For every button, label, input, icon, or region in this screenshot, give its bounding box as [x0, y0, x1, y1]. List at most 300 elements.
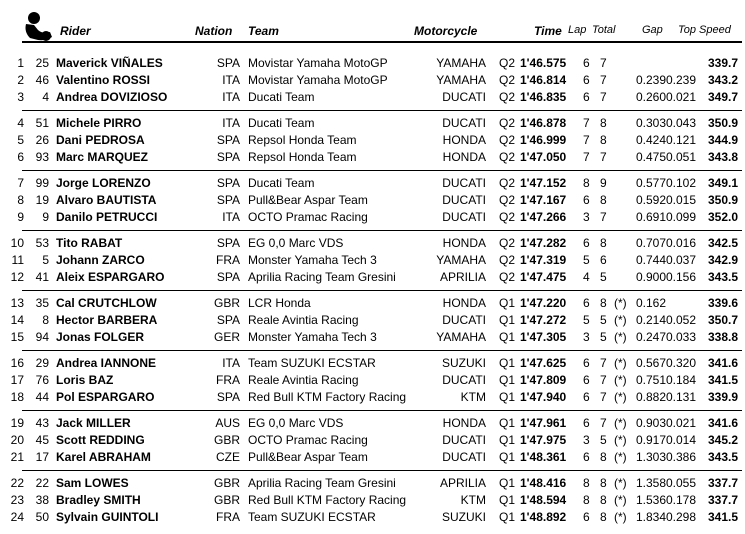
gap-first: 1.358 — [635, 476, 666, 490]
team: Pull&Bear Aspar Team — [248, 193, 368, 207]
gap-previous: 0.099 — [666, 210, 697, 224]
nation: AUS — [215, 416, 240, 430]
rider-number: 99 — [35, 176, 49, 190]
position: 4 — [17, 116, 24, 130]
rider-name: Marc MARQUEZ — [56, 150, 149, 164]
total-laps: 7 — [600, 416, 607, 430]
nation: SPA — [216, 176, 240, 190]
team: Ducati Team — [248, 176, 315, 190]
session: Q1 — [499, 433, 516, 447]
lap-time: 1'48.892 — [520, 510, 567, 524]
top-speed: 345.2 — [707, 433, 738, 447]
total-laps: 5 — [600, 313, 607, 327]
team: Red Bull KTM Factory Racing — [248, 390, 407, 404]
lap-time: 1'47.167 — [520, 193, 567, 207]
rider-name: Jack MILLER — [56, 416, 131, 430]
motorcycle: DUCATI — [442, 176, 486, 190]
lap: 6 — [583, 390, 590, 404]
session: Q1 — [499, 450, 516, 464]
top-speed: 350.9 — [707, 116, 738, 130]
top-speed: 341.6 — [707, 356, 738, 370]
gap-previous: 0.239 — [666, 73, 697, 87]
rider-name: Alvaro BAUTISTA — [56, 193, 157, 207]
lap: 7 — [583, 150, 590, 164]
motorcycle: KTM — [460, 390, 486, 404]
rider-number: 50 — [35, 510, 49, 524]
lap: 7 — [583, 116, 590, 130]
nation: ITA — [222, 356, 240, 370]
total-laps: 8 — [600, 493, 607, 507]
rider-number: 51 — [35, 116, 49, 130]
header-team: Team — [248, 24, 279, 38]
gap-previous: 0.043 — [666, 116, 697, 130]
motorcycle: DUCATI — [442, 450, 486, 464]
lap: 8 — [583, 176, 590, 190]
rider-number: 44 — [35, 390, 49, 404]
nation: SPA — [216, 236, 240, 250]
nation: GER — [213, 330, 240, 344]
rider-name: Jonas FOLGER — [56, 330, 145, 344]
rider-number: 41 — [35, 270, 49, 284]
motorcycle: HONDA — [442, 416, 486, 430]
table-row — [0, 432, 745, 449]
lap-time: 1'47.152 — [520, 176, 567, 190]
lap: 6 — [583, 296, 590, 310]
motorcycle: YAMAHA — [436, 253, 486, 267]
table-row — [0, 55, 745, 72]
top-speed: 341.5 — [707, 510, 738, 524]
position: 21 — [10, 450, 24, 464]
gap-previous: 0.298 — [666, 510, 697, 524]
lap: 6 — [583, 450, 590, 464]
motorcycle: HONDA — [442, 133, 486, 147]
gap-first: 0.592 — [635, 193, 666, 207]
top-speed: 344.9 — [707, 133, 738, 147]
total-laps: 8 — [600, 236, 607, 250]
table-row — [0, 355, 745, 372]
rider-name: Dani PEDROSA — [56, 133, 145, 147]
rider-number: 5 — [42, 253, 49, 267]
position: 12 — [10, 270, 24, 284]
rider-number: 22 — [35, 476, 49, 490]
position: 19 — [10, 416, 24, 430]
session: Q1 — [499, 296, 516, 310]
top-speed: 341.5 — [707, 373, 738, 387]
group-divider — [22, 410, 742, 411]
group-divider — [22, 470, 742, 471]
lap-time: 1'46.835 — [520, 90, 567, 104]
header-gap: Gap — [642, 24, 663, 36]
lap: 8 — [583, 493, 590, 507]
session: Q1 — [499, 330, 516, 344]
lap-time: 1'47.940 — [520, 390, 567, 404]
gap-first: 0.162 — [635, 296, 666, 310]
gap-first: 1.303 — [635, 450, 666, 464]
rider-number: 25 — [35, 56, 49, 70]
lap-time: 1'47.272 — [520, 313, 567, 327]
rider-number: 8 — [42, 313, 49, 327]
motorcycle: DUCATI — [442, 210, 486, 224]
table-row — [0, 372, 745, 389]
top-speed: 352.0 — [707, 210, 738, 224]
team: Team SUZUKI ECSTAR — [248, 510, 376, 524]
nation: FRA — [216, 253, 240, 267]
gap-previous: 0.386 — [666, 450, 697, 464]
rider-name: Valentino ROSSI — [56, 73, 151, 87]
session: Q1 — [499, 493, 516, 507]
gap-first: 0.303 — [635, 116, 666, 130]
lap: 3 — [583, 210, 590, 224]
rider-name: Karel ABRAHAM — [56, 450, 151, 464]
header-total: Total — [592, 24, 616, 36]
top-speed: 342.5 — [707, 236, 738, 250]
lap: 3 — [583, 433, 590, 447]
total-laps: 7 — [600, 73, 607, 87]
motorcycle: YAMAHA — [436, 73, 486, 87]
total-laps: 5 — [600, 270, 607, 284]
motorcycle: DUCATI — [442, 433, 486, 447]
gap-previous: 0.156 — [666, 270, 697, 284]
session: Q1 — [499, 373, 516, 387]
total-laps: 7 — [600, 56, 607, 70]
top-speed: 339.7 — [707, 56, 738, 70]
rider-name: Andrea IANNONE — [56, 356, 157, 370]
lap: 5 — [583, 313, 590, 327]
gap-first: 0.247 — [635, 330, 666, 344]
table-row — [0, 492, 745, 509]
position: 11 — [11, 253, 24, 267]
motorcycle: YAMAHA — [436, 330, 486, 344]
nation: SPA — [216, 313, 240, 327]
motorcycle: DUCATI — [442, 116, 486, 130]
lap: 8 — [583, 476, 590, 490]
team: Repsol Honda Team — [248, 133, 357, 147]
nation: SPA — [216, 193, 240, 207]
lap: 5 — [583, 253, 590, 267]
lap-time: 1'47.975 — [520, 433, 567, 447]
top-speed: 338.8 — [707, 330, 738, 344]
table-row — [0, 89, 745, 106]
gap-previous: 0.021 — [666, 90, 697, 104]
gap-previous: 0.178 — [666, 493, 697, 507]
lap-time: 1'47.050 — [520, 150, 567, 164]
rider-name: Bradley SMITH — [56, 493, 141, 507]
marker: (*) — [614, 450, 627, 464]
gap-first: 1.536 — [635, 493, 666, 507]
rider-number: 93 — [35, 150, 49, 164]
gap-first: 0.900 — [635, 270, 666, 284]
rider-name: Cal CRUTCHLOW — [56, 296, 157, 310]
team: EG 0,0 Marc VDS — [248, 416, 344, 430]
gap-first: 0.424 — [635, 133, 666, 147]
rider-name: Andrea DOVIZIOSO — [56, 90, 168, 104]
lap-time: 1'46.999 — [520, 133, 567, 147]
team: Red Bull KTM Factory Racing — [248, 493, 407, 507]
position: 14 — [10, 313, 24, 327]
marker: (*) — [614, 493, 627, 507]
nation: ITA — [222, 116, 240, 130]
top-speed: 349.1 — [707, 176, 738, 190]
marker: (*) — [614, 313, 627, 327]
motorcycle: HONDA — [442, 150, 486, 164]
nation: GBR — [213, 296, 240, 310]
session: Q2 — [499, 150, 516, 164]
marker: (*) — [614, 356, 627, 370]
position: 1 — [17, 56, 24, 70]
gap-first: 0.882 — [635, 390, 666, 404]
top-speed: 341.6 — [707, 416, 738, 430]
position: 16 — [10, 356, 24, 370]
lap: 6 — [583, 373, 590, 387]
motorcycle: APRILIA — [439, 270, 486, 284]
session: Q2 — [499, 90, 516, 104]
lap-time: 1'46.814 — [520, 73, 567, 87]
position: 22 — [10, 476, 24, 490]
marker: (*) — [614, 476, 627, 490]
header-nation: Nation — [195, 24, 233, 38]
motorcycle: DUCATI — [442, 193, 486, 207]
nation: ITA — [222, 73, 240, 87]
table-row — [0, 192, 745, 209]
nation: SPA — [216, 150, 240, 164]
gap-first: 0.903 — [635, 416, 666, 430]
total-laps: 6 — [600, 253, 607, 267]
session: Q1 — [499, 416, 516, 430]
gap-previous: 0.016 — [666, 236, 697, 250]
marker: (*) — [614, 296, 627, 310]
lap: 4 — [583, 270, 590, 284]
team: Monster Yamaha Tech 3 — [248, 330, 377, 344]
position: 13 — [10, 296, 24, 310]
rider-number: 94 — [35, 330, 49, 344]
team: Reale Avintia Racing — [248, 373, 359, 387]
team: EG 0,0 Marc VDS — [248, 236, 344, 250]
top-speed: 339.9 — [707, 390, 738, 404]
rider-number: 26 — [35, 133, 49, 147]
position: 9 — [17, 210, 24, 224]
marker: (*) — [614, 416, 627, 430]
motorcycle: APRILIA — [439, 476, 486, 490]
team: Ducati Team — [248, 90, 315, 104]
top-speed: 342.9 — [707, 253, 738, 267]
gap-first: 0.475 — [635, 150, 666, 164]
lap: 6 — [583, 56, 590, 70]
gap-first: 0.751 — [635, 373, 666, 387]
total-laps: 7 — [600, 210, 607, 224]
lap-time: 1'47.266 — [520, 210, 567, 224]
rider-number: 35 — [35, 296, 49, 310]
session: Q1 — [499, 510, 516, 524]
group-divider — [22, 230, 742, 231]
lap: 6 — [583, 90, 590, 104]
lap-time: 1'47.282 — [520, 236, 567, 250]
top-speed: 343.5 — [707, 450, 738, 464]
team: LCR Honda — [248, 296, 311, 310]
total-laps: 8 — [600, 116, 607, 130]
table-row — [0, 415, 745, 432]
position: 20 — [10, 433, 24, 447]
session: Q1 — [499, 476, 516, 490]
table-row — [0, 252, 745, 269]
nation: GBR — [213, 476, 240, 490]
lap: 6 — [583, 510, 590, 524]
session: Q1 — [499, 390, 516, 404]
team: Aprilia Racing Team Gresini — [248, 270, 396, 284]
session: Q2 — [499, 193, 516, 207]
rider-number: 17 — [35, 450, 49, 464]
gap-previous: 0.033 — [666, 330, 697, 344]
motorcycle: HONDA — [442, 296, 486, 310]
rider-name: Pol ESPARGARO — [56, 390, 155, 404]
session: Q2 — [499, 176, 516, 190]
header-time: Time — [534, 24, 562, 38]
table-row — [0, 209, 745, 226]
position: 18 — [10, 390, 24, 404]
lap-time: 1'47.475 — [520, 270, 567, 284]
team: Ducati Team — [248, 116, 315, 130]
motorcycle: SUZUKI — [441, 356, 486, 370]
table-row — [0, 475, 745, 492]
rider-number: 19 — [35, 193, 49, 207]
lap-time: 1'47.319 — [520, 253, 567, 267]
gap-first: 0.214 — [635, 313, 666, 327]
lap: 6 — [583, 193, 590, 207]
nation: FRA — [216, 373, 240, 387]
rider-name: Sam LOWES — [56, 476, 129, 490]
position: 3 — [17, 90, 24, 104]
position: 7 — [17, 176, 24, 190]
team: Movistar Yamaha MotoGP — [248, 56, 388, 70]
gap-first: 0.691 — [635, 210, 666, 224]
table-row — [0, 329, 745, 346]
lap: 6 — [583, 416, 590, 430]
team: Repsol Honda Team — [248, 150, 357, 164]
group-divider — [22, 170, 742, 171]
rider-name: Hector BARBERA — [56, 313, 158, 327]
motorcycle: DUCATI — [442, 373, 486, 387]
top-speed: 337.7 — [707, 476, 738, 490]
gap-previous: 0.055 — [666, 476, 697, 490]
gap-previous: 0.102 — [666, 176, 697, 190]
top-speed: 343.8 — [707, 150, 738, 164]
lap-time: 1'46.575 — [520, 56, 567, 70]
marker: (*) — [614, 390, 627, 404]
session: Q2 — [499, 73, 516, 87]
group-divider — [22, 290, 742, 291]
total-laps: 9 — [600, 176, 607, 190]
nation: GBR — [213, 433, 240, 447]
gap-previous: 0.320 — [666, 356, 697, 370]
nation: FRA — [216, 510, 240, 524]
lap-time: 1'47.809 — [520, 373, 567, 387]
table-row — [0, 449, 745, 466]
rider-name: Jorge LORENZO — [56, 176, 151, 190]
session: Q2 — [499, 270, 516, 284]
gap-previous: 0.014 — [666, 433, 697, 447]
session: Q2 — [499, 210, 516, 224]
rider-number: 29 — [35, 356, 49, 370]
table-row — [0, 175, 745, 192]
position: 24 — [10, 510, 24, 524]
lap-time: 1'47.305 — [520, 330, 567, 344]
team: Aprilia Racing Team Gresini — [248, 476, 396, 490]
motorcycle: KTM — [460, 493, 486, 507]
position: 23 — [10, 493, 24, 507]
lap: 7 — [583, 133, 590, 147]
marker: (*) — [614, 330, 627, 344]
lap-time: 1'48.361 — [520, 450, 567, 464]
top-speed: 350.7 — [707, 313, 738, 327]
lap: 6 — [583, 356, 590, 370]
header-rider: Rider — [60, 24, 91, 38]
lap-time: 1'48.594 — [520, 493, 567, 507]
rider-number: 4 — [42, 90, 49, 104]
table-row — [0, 295, 745, 312]
total-laps: 5 — [600, 433, 607, 447]
position: 5 — [17, 133, 24, 147]
top-speed: 349.7 — [707, 90, 738, 104]
rider-name: Michele PIRRO — [56, 116, 142, 130]
table-row — [0, 132, 745, 149]
rider-number: 46 — [35, 73, 49, 87]
gap-previous: 0.184 — [666, 373, 697, 387]
session: Q1 — [499, 313, 516, 327]
gap-first: 0.707 — [635, 236, 666, 250]
total-laps: 8 — [600, 476, 607, 490]
lap: 3 — [583, 330, 590, 344]
gap-first: 0.917 — [635, 433, 666, 447]
header-top-speed: Top Speed — [678, 24, 731, 36]
gap-previous: 0.037 — [666, 253, 697, 267]
top-speed: 343.2 — [707, 73, 738, 87]
total-laps: 7 — [600, 356, 607, 370]
top-speed: 339.6 — [707, 296, 738, 310]
lap-time: 1'47.625 — [520, 356, 567, 370]
nation: GBR — [213, 493, 240, 507]
table-row — [0, 115, 745, 132]
rider-name: Maverick VIÑALES — [56, 56, 163, 70]
session: Q2 — [499, 133, 516, 147]
table-row — [0, 389, 745, 406]
table-row — [0, 72, 745, 89]
gap-previous: 0.051 — [666, 150, 697, 164]
team: OCTO Pramac Racing — [248, 433, 368, 447]
lap-time: 1'46.878 — [520, 116, 567, 130]
session: Q2 — [499, 236, 516, 250]
nation: SPA — [216, 270, 240, 284]
team: Movistar Yamaha MotoGP — [248, 73, 388, 87]
team: Monster Yamaha Tech 3 — [248, 253, 377, 267]
total-laps: 7 — [600, 373, 607, 387]
session: Q2 — [499, 116, 516, 130]
gap-previous: 0.015 — [666, 193, 697, 207]
rider-name: Danilo PETRUCCI — [56, 210, 158, 224]
marker: (*) — [614, 510, 627, 524]
total-laps: 7 — [600, 150, 607, 164]
rider-number: 53 — [35, 236, 49, 250]
rider-number: 9 — [42, 210, 49, 224]
top-speed: 337.7 — [707, 493, 738, 507]
motorcycle: HONDA — [442, 236, 486, 250]
rider-name: Scott REDDING — [56, 433, 145, 447]
total-laps: 8 — [600, 510, 607, 524]
total-laps: 8 — [600, 296, 607, 310]
top-speed: 343.5 — [707, 270, 738, 284]
team: Pull&Bear Aspar Team — [248, 450, 368, 464]
rider-name: Tito RABAT — [56, 236, 123, 250]
gap-previous: 0.021 — [666, 416, 697, 430]
lap-time: 1'47.220 — [520, 296, 567, 310]
